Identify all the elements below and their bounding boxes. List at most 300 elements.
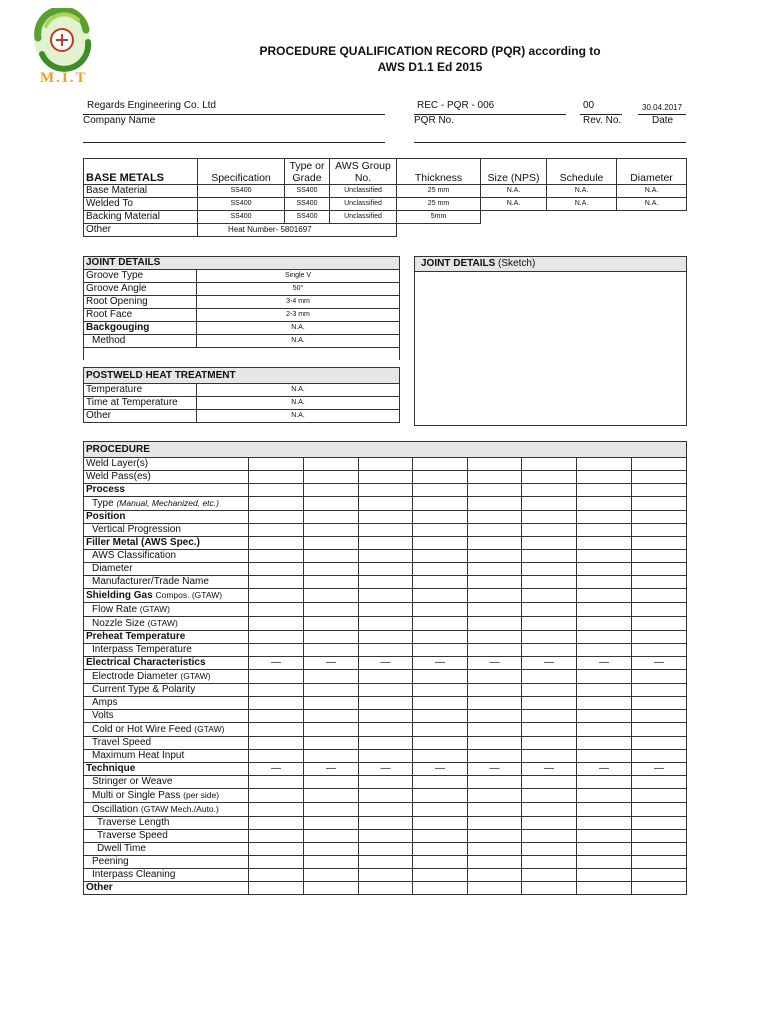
thickness-cell: 25 mm [397, 185, 481, 198]
procedure-value-cell[interactable] [304, 511, 359, 524]
procedure-value-cell[interactable] [577, 710, 632, 723]
procedure-value-cell[interactable] [249, 789, 304, 803]
procedure-value-cell[interactable] [577, 882, 632, 895]
procedure-value-cell[interactable] [577, 817, 632, 830]
procedure-value-cell[interactable] [522, 644, 577, 657]
procedure-value-cell[interactable] [413, 723, 468, 737]
procedure-value-cell[interactable] [632, 484, 687, 497]
procedure-value-cell[interactable] [632, 750, 687, 763]
procedure-value-cell[interactable] [632, 684, 687, 697]
procedure-value-cell[interactable] [359, 497, 413, 511]
procedure-value-cell[interactable] [304, 644, 359, 657]
procedure-value-cell[interactable] [304, 484, 359, 497]
procedure-value-cell[interactable] [249, 563, 304, 576]
procedure-value-cell[interactable] [249, 524, 304, 537]
procedure-value-cell[interactable] [413, 511, 468, 524]
procedure-value-cell[interactable] [577, 589, 632, 603]
procedure-value-cell[interactable] [359, 789, 413, 803]
procedure-value-cell[interactable] [359, 776, 413, 789]
procedure-value-cell[interactable] [249, 644, 304, 657]
procedure-value-cell[interactable] [577, 750, 632, 763]
procedure-value-cell[interactable] [577, 803, 632, 817]
procedure-value-cell[interactable] [522, 511, 577, 524]
procedure-value-cell[interactable] [249, 631, 304, 644]
procedure-value-cell[interactable] [632, 589, 687, 603]
procedure-value-cell[interactable] [468, 471, 522, 484]
procedure-rows [84, 458, 687, 895]
procedure-value-cell[interactable] [359, 576, 413, 589]
procedure-value-cell[interactable] [632, 497, 687, 511]
procedure-value-cell[interactable] [413, 684, 468, 697]
row-label-text: Interpass Temperature [92, 644, 192, 655]
procedure-value-cell[interactable] [468, 589, 522, 603]
procedure-value-cell[interactable] [249, 803, 304, 817]
procedure-value-cell[interactable] [413, 537, 468, 550]
procedure-value-cell[interactable] [577, 670, 632, 684]
procedure-value-cell[interactable] [304, 617, 359, 631]
procedure-value-cell[interactable] [249, 550, 304, 563]
procedure-value-cell[interactable] [413, 776, 468, 789]
procedure-value-cell[interactable] [577, 537, 632, 550]
procedure-value-cell[interactable] [359, 697, 413, 710]
procedure-value-cell[interactable] [522, 670, 577, 684]
procedure-value-cell[interactable] [577, 550, 632, 563]
row-label-text: Amps [92, 697, 118, 708]
procedure-value-cell[interactable] [632, 869, 687, 882]
procedure-value-cell[interactable]: — [632, 763, 687, 776]
procedure-value-cell[interactable] [249, 856, 304, 869]
procedure-value-cell[interactable] [522, 882, 577, 895]
procedure-value-cell[interactable] [632, 524, 687, 537]
rev-number-value: 00 [583, 100, 595, 111]
procedure-value-cell[interactable] [632, 697, 687, 710]
procedure-value-cell[interactable] [304, 737, 359, 750]
procedure-value-cell[interactable] [577, 737, 632, 750]
procedure-value-cell[interactable] [577, 856, 632, 869]
procedure-value-cell[interactable] [359, 856, 413, 869]
procedure-header-row [84, 442, 687, 458]
procedure-value-cell[interactable] [359, 563, 413, 576]
procedure-value-cell[interactable] [468, 710, 522, 723]
procedure-value-cell[interactable] [632, 830, 687, 843]
procedure-value-cell[interactable] [577, 869, 632, 882]
procedure-value-cell[interactable] [359, 750, 413, 763]
procedure-value-cell[interactable] [632, 710, 687, 723]
procedure-value-cell[interactable] [413, 856, 468, 869]
procedure-value-cell[interactable] [304, 458, 359, 471]
procedure-value-cell[interactable]: — [413, 763, 468, 776]
procedure-value-cell[interactable] [522, 869, 577, 882]
procedure-value-cell[interactable] [249, 750, 304, 763]
procedure-value-cell[interactable] [249, 882, 304, 895]
procedure-value-cell[interactable] [304, 589, 359, 603]
row-label-text: Diameter [92, 563, 133, 574]
procedure-value-cell[interactable] [468, 550, 522, 563]
procedure-value-cell[interactable] [522, 497, 577, 511]
procedure-value-cell[interactable] [632, 670, 687, 684]
procedure-value-cell[interactable] [359, 631, 413, 644]
procedure-value-cell[interactable] [468, 869, 522, 882]
procedure-value-cell[interactable] [522, 684, 577, 697]
rev-number-label: Rev. No. [583, 115, 622, 126]
procedure-value-cell[interactable] [632, 537, 687, 550]
procedure-value-cell[interactable] [249, 589, 304, 603]
procedure-row-label [84, 589, 249, 603]
procedure-value-cell[interactable] [304, 497, 359, 511]
procedure-value-cell[interactable] [522, 843, 577, 856]
row-label-note: (GTAW) [194, 724, 225, 734]
procedure-value-cell[interactable] [468, 524, 522, 537]
procedure-value-cell[interactable] [249, 830, 304, 843]
procedure-value-cell[interactable] [413, 710, 468, 723]
row-label-text: Interpass Cleaning [92, 869, 176, 880]
procedure-value-cell[interactable] [522, 830, 577, 843]
procedure-value-cell[interactable] [632, 576, 687, 589]
procedure-value-cell[interactable] [577, 617, 632, 631]
pwht-other-row [84, 410, 400, 423]
procedure-value-cell[interactable]: — [468, 657, 522, 670]
procedure-value-cell[interactable] [577, 830, 632, 843]
row-value: N.A. [197, 410, 400, 423]
procedure-value-cell[interactable] [577, 524, 632, 537]
procedure-value-cell[interactable]: — [577, 763, 632, 776]
procedure-value-cell[interactable] [632, 550, 687, 563]
procedure-value-cell[interactable] [249, 843, 304, 856]
procedure-value-cell[interactable] [304, 750, 359, 763]
procedure-value-cell[interactable] [468, 617, 522, 631]
procedure-value-cell[interactable] [577, 697, 632, 710]
procedure-value-cell[interactable] [522, 603, 577, 617]
procedure-value-cell[interactable] [632, 776, 687, 789]
procedure-value-cell[interactable] [413, 484, 468, 497]
row-label-text: Process [86, 484, 125, 495]
procedure-value-cell[interactable] [632, 856, 687, 869]
procedure-value-cell[interactable] [632, 603, 687, 617]
procedure-value-cell[interactable] [522, 617, 577, 631]
procedure-value-cell[interactable]: — [577, 657, 632, 670]
procedure-value-cell[interactable]: — [413, 657, 468, 670]
procedure-value-cell[interactable] [413, 563, 468, 576]
procedure-value-cell[interactable] [304, 830, 359, 843]
procedure-value-cell[interactable] [304, 843, 359, 856]
time-at-temperature-row [84, 397, 400, 410]
procedure-value-cell[interactable] [468, 644, 522, 657]
procedure-value-cell[interactable] [249, 817, 304, 830]
procedure-value-cell[interactable] [249, 617, 304, 631]
procedure-value-cell[interactable] [359, 710, 413, 723]
procedure-value-cell[interactable] [522, 631, 577, 644]
procedure-value-cell[interactable] [468, 830, 522, 843]
procedure-value-cell[interactable] [468, 497, 522, 511]
procedure-value-cell[interactable] [304, 537, 359, 550]
procedure-value-cell[interactable] [304, 471, 359, 484]
procedure-value-cell[interactable] [468, 576, 522, 589]
procedure-value-cell[interactable] [304, 697, 359, 710]
procedure-value-cell[interactable] [468, 684, 522, 697]
procedure-value-cell[interactable] [632, 563, 687, 576]
row-label-note: (GTAW) [139, 604, 171, 614]
procedure-row-label [84, 856, 249, 869]
procedure-value-cell[interactable] [413, 471, 468, 484]
procedure-value-cell[interactable] [249, 670, 304, 684]
procedure-value-cell[interactable] [468, 458, 522, 471]
procedure-value-cell[interactable] [577, 789, 632, 803]
procedure-value-cell[interactable] [359, 723, 413, 737]
procedure-value-cell[interactable] [577, 843, 632, 856]
procedure-value-cell[interactable] [359, 537, 413, 550]
procedure-value-cell[interactable] [522, 776, 577, 789]
procedure-value-cell[interactable] [468, 670, 522, 684]
procedure-value-cell[interactable]: — [359, 657, 413, 670]
procedure-row [84, 723, 687, 737]
procedure-row [84, 697, 687, 710]
procedure-value-cell[interactable]: — [522, 763, 577, 776]
procedure-value-cell[interactable] [249, 684, 304, 697]
procedure-value-cell[interactable] [249, 497, 304, 511]
procedure-value-cell[interactable] [304, 723, 359, 737]
procedure-value-cell[interactable] [468, 776, 522, 789]
procedure-value-cell[interactable] [522, 589, 577, 603]
procedure-value-cell[interactable] [468, 803, 522, 817]
procedure-value-cell[interactable] [304, 550, 359, 563]
procedure-value-cell[interactable] [359, 843, 413, 856]
procedure-value-cell[interactable] [413, 644, 468, 657]
procedure-value-cell[interactable] [632, 803, 687, 817]
procedure-value-cell[interactable] [304, 670, 359, 684]
procedure-value-cell[interactable] [359, 603, 413, 617]
procedure-value-cell[interactable] [359, 830, 413, 843]
procedure-value-cell[interactable] [522, 789, 577, 803]
procedure-value-cell[interactable] [359, 882, 413, 895]
procedure-value-cell[interactable] [249, 471, 304, 484]
procedure-value-cell[interactable] [632, 723, 687, 737]
procedure-value-cell[interactable] [413, 817, 468, 830]
procedure-value-cell[interactable] [468, 737, 522, 750]
procedure-value-cell[interactable]: — [249, 657, 304, 670]
procedure-value-cell[interactable] [522, 737, 577, 750]
row-label-note: Compos. (GTAW) [155, 590, 223, 600]
procedure-value-cell[interactable] [468, 750, 522, 763]
procedure-value-cell[interactable] [577, 458, 632, 471]
procedure-value-cell[interactable] [577, 563, 632, 576]
procedure-value-cell[interactable] [249, 869, 304, 882]
procedure-value-cell[interactable] [359, 484, 413, 497]
procedure-value-cell[interactable] [522, 817, 577, 830]
procedure-value-cell[interactable]: — [249, 763, 304, 776]
procedure-value-cell[interactable] [413, 617, 468, 631]
procedure-value-cell[interactable] [359, 589, 413, 603]
procedure-value-cell[interactable] [468, 603, 522, 617]
backing-material-row [84, 211, 687, 224]
row-label-text: Travel Speed [92, 737, 152, 748]
procedure-value-cell[interactable] [522, 576, 577, 589]
procedure-value-cell[interactable] [249, 484, 304, 497]
procedure-value-cell[interactable] [413, 843, 468, 856]
procedure-value-cell[interactable] [577, 644, 632, 657]
procedure-value-cell[interactable] [522, 563, 577, 576]
procedure-value-cell[interactable] [304, 817, 359, 830]
procedure-row-label [84, 869, 249, 882]
procedure-value-cell[interactable] [468, 789, 522, 803]
procedure-value-cell[interactable] [632, 644, 687, 657]
groove-type-row [84, 270, 400, 283]
procedure-value-cell[interactable] [632, 471, 687, 484]
procedure-value-cell[interactable] [522, 803, 577, 817]
procedure-value-cell[interactable] [413, 869, 468, 882]
procedure-value-cell[interactable] [468, 723, 522, 737]
procedure-value-cell[interactable] [413, 737, 468, 750]
procedure-value-cell[interactable]: — [359, 763, 413, 776]
procedure-value-cell[interactable] [468, 856, 522, 869]
method-row [84, 335, 400, 348]
procedure-value-cell[interactable]: — [304, 763, 359, 776]
procedure-value-cell[interactable] [359, 644, 413, 657]
procedure-value-cell[interactable] [249, 697, 304, 710]
procedure-value-cell[interactable] [632, 737, 687, 750]
procedure-value-cell[interactable] [304, 776, 359, 789]
procedure-value-cell[interactable] [413, 750, 468, 763]
procedure-value-cell[interactable] [632, 843, 687, 856]
row-label-text: Nozzle Size [92, 618, 145, 629]
procedure-value-cell[interactable] [413, 550, 468, 563]
procedure-value-cell[interactable] [632, 511, 687, 524]
procedure-row [84, 589, 687, 603]
procedure-value-cell[interactable] [304, 684, 359, 697]
procedure-value-cell[interactable] [304, 803, 359, 817]
procedure-value-cell[interactable] [468, 484, 522, 497]
procedure-value-cell[interactable] [577, 471, 632, 484]
company-logo [28, 8, 100, 92]
procedure-value-cell[interactable] [249, 458, 304, 471]
procedure-value-cell[interactable] [577, 776, 632, 789]
procedure-value-cell[interactable] [249, 723, 304, 737]
procedure-value-cell[interactable] [413, 589, 468, 603]
procedure-value-cell[interactable] [304, 603, 359, 617]
procedure-row [84, 471, 687, 484]
procedure-value-cell[interactable] [468, 631, 522, 644]
procedure-value-cell[interactable] [413, 524, 468, 537]
procedure-value-cell[interactable] [359, 803, 413, 817]
procedure-value-cell[interactable] [632, 817, 687, 830]
procedure-value-cell[interactable] [413, 697, 468, 710]
procedure-value-cell[interactable] [468, 882, 522, 895]
procedure-value-cell[interactable] [304, 524, 359, 537]
procedure-value-cell[interactable] [522, 458, 577, 471]
thickness-cell: 5mm [397, 211, 481, 224]
procedure-value-cell[interactable] [413, 631, 468, 644]
procedure-value-cell[interactable] [468, 563, 522, 576]
procedure-value-cell[interactable] [249, 710, 304, 723]
procedure-value-cell[interactable]: — [632, 657, 687, 670]
procedure-row-label [84, 817, 249, 830]
procedure-value-cell[interactable] [468, 843, 522, 856]
procedure-value-cell[interactable] [249, 537, 304, 550]
procedure-value-cell[interactable] [359, 670, 413, 684]
procedure-value-cell[interactable] [577, 484, 632, 497]
procedure-row-label [84, 776, 249, 789]
procedure-value-cell[interactable] [304, 710, 359, 723]
procedure-value-cell[interactable]: — [304, 657, 359, 670]
procedure-value-cell[interactable] [632, 617, 687, 631]
procedure-value-cell[interactable] [249, 511, 304, 524]
procedure-value-cell[interactable] [522, 750, 577, 763]
procedure-value-cell[interactable] [304, 576, 359, 589]
procedure-value-cell[interactable] [413, 603, 468, 617]
procedure-value-cell[interactable] [304, 882, 359, 895]
procedure-value-cell[interactable] [468, 697, 522, 710]
procedure-value-cell[interactable] [359, 869, 413, 882]
procedure-value-cell[interactable] [304, 563, 359, 576]
procedure-value-cell[interactable] [413, 803, 468, 817]
procedure-value-cell[interactable] [522, 697, 577, 710]
procedure-value-cell[interactable] [632, 458, 687, 471]
procedure-value-cell[interactable] [468, 511, 522, 524]
procedure-value-cell[interactable] [249, 603, 304, 617]
procedure-value-cell[interactable] [304, 789, 359, 803]
sketch-header-suffix: (Sketch) [498, 258, 536, 269]
procedure-value-cell[interactable] [577, 511, 632, 524]
procedure-value-cell[interactable] [522, 710, 577, 723]
procedure-value-cell[interactable] [304, 869, 359, 882]
procedure-value-cell[interactable] [359, 684, 413, 697]
procedure-value-cell[interactable] [359, 617, 413, 631]
procedure-value-cell[interactable] [577, 576, 632, 589]
procedure-value-cell[interactable] [577, 497, 632, 511]
procedure-value-cell[interactable] [522, 537, 577, 550]
procedure-value-cell[interactable] [468, 537, 522, 550]
procedure-value-cell[interactable] [413, 458, 468, 471]
procedure-value-cell[interactable] [632, 631, 687, 644]
procedure-value-cell[interactable] [304, 856, 359, 869]
pwht-header-row [84, 368, 400, 384]
procedure-value-cell[interactable] [249, 737, 304, 750]
procedure-value-cell[interactable] [359, 458, 413, 471]
procedure-value-cell[interactable] [413, 497, 468, 511]
procedure-value-cell[interactable] [359, 471, 413, 484]
procedure-value-cell[interactable] [468, 817, 522, 830]
procedure-value-cell[interactable] [632, 882, 687, 895]
procedure-value-cell[interactable] [413, 670, 468, 684]
procedure-value-cell[interactable] [577, 603, 632, 617]
procedure-value-cell[interactable] [413, 882, 468, 895]
procedure-value-cell[interactable] [522, 550, 577, 563]
procedure-value-cell[interactable] [413, 830, 468, 843]
procedure-value-cell[interactable] [249, 576, 304, 589]
procedure-value-cell[interactable] [577, 723, 632, 737]
procedure-value-cell[interactable] [359, 737, 413, 750]
row-label: Groove Angle [84, 283, 197, 296]
procedure-value-cell[interactable] [522, 723, 577, 737]
procedure-value-cell[interactable] [522, 524, 577, 537]
procedure-value-cell[interactable] [359, 524, 413, 537]
procedure-value-cell[interactable] [359, 511, 413, 524]
procedure-value-cell[interactable] [632, 789, 687, 803]
procedure-value-cell[interactable] [577, 684, 632, 697]
empty-cell [617, 211, 687, 224]
procedure-value-cell[interactable] [522, 484, 577, 497]
procedure-value-cell[interactable] [249, 776, 304, 789]
procedure-value-cell[interactable] [304, 631, 359, 644]
procedure-value-cell[interactable] [359, 550, 413, 563]
procedure-value-cell[interactable] [359, 817, 413, 830]
procedure-value-cell[interactable] [522, 856, 577, 869]
procedure-value-cell[interactable]: — [522, 657, 577, 670]
procedure-value-cell[interactable] [522, 471, 577, 484]
procedure-value-cell[interactable] [413, 789, 468, 803]
procedure-value-cell[interactable] [413, 576, 468, 589]
procedure-value-cell[interactable] [577, 631, 632, 644]
procedure-value-cell[interactable]: — [468, 763, 522, 776]
